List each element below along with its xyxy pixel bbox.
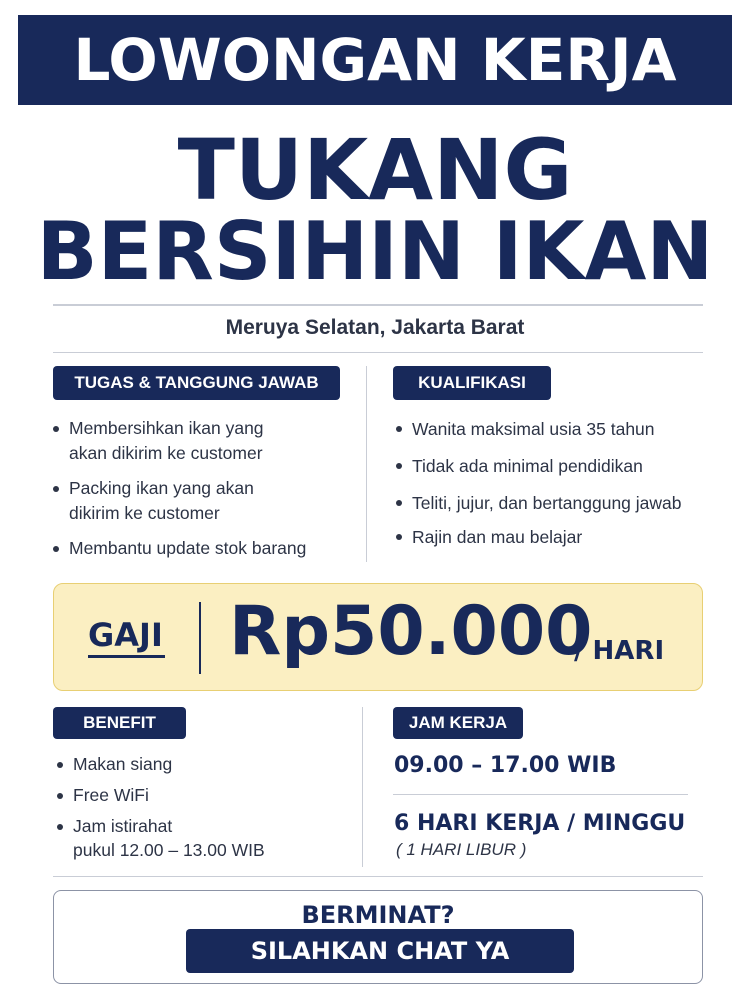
cta-question: BERMINAT? [301, 901, 455, 929]
salary-amount: Rp50.000 [229, 592, 593, 671]
salary-label-underline [88, 655, 165, 658]
header-banner [18, 15, 732, 105]
list-item: Makan siang [55, 752, 355, 776]
duties-label: TUGAS & TANGGUNG JAWAB [53, 366, 340, 400]
list-item: Wanita maksimal usia 35 tahun [394, 416, 724, 443]
work-days-note: ( 1 HARI LIBUR ) [396, 840, 527, 859]
job-title-line1: TUKANG [177, 121, 573, 219]
list-item: Tidak ada minimal pendidikan [394, 453, 724, 480]
list-item: Jam istirahat pukul 12.00 – 13.00 WIB [55, 814, 355, 862]
salary-divider [199, 602, 201, 674]
qualifications-list [394, 416, 724, 551]
divider-top [53, 304, 703, 306]
work-hours-label: JAM KERJA [393, 707, 523, 739]
work-hours-time: 09.00 – 17.00 WIB [394, 753, 617, 778]
work-days: 6 HARI KERJA / MINGGU [394, 811, 686, 836]
qualifications-label: KUALIFIKASI [393, 366, 551, 400]
divider-location [53, 352, 703, 353]
salary-box [53, 583, 703, 691]
list-item: Membersihkan ikan yang akan dikirim ke customer [51, 416, 351, 466]
salary-period: / HARI [574, 636, 665, 666]
benefit-list [55, 752, 355, 862]
list-item: Packing ikan yang akan dikirim ke customer [51, 476, 351, 526]
header-title: LOWONGAN KERJA [73, 26, 677, 94]
divider-hours [393, 794, 688, 795]
duties-list [51, 416, 351, 561]
salary-label: GAJI [88, 616, 163, 654]
list-item: Rajin dan mau belajar [394, 524, 724, 551]
location-text: Meruya Selatan, Jakarta Barat [225, 316, 525, 339]
list-item: Free WiFi [55, 783, 355, 807]
benefit-label: BENEFIT [53, 707, 186, 739]
list-item: Membantu update stok barang [51, 536, 351, 561]
job-title-line2: BERSIHIN IKAN [36, 205, 714, 298]
list-item: Teliti, jujur, dan bertanggung jawab [394, 490, 724, 517]
chat-button[interactable]: SILAHKAN CHAT YA [186, 929, 574, 973]
divider-bottom [53, 876, 703, 877]
cta-box [53, 890, 703, 984]
divider-vertical-1 [366, 366, 367, 562]
divider-vertical-2 [362, 707, 363, 867]
